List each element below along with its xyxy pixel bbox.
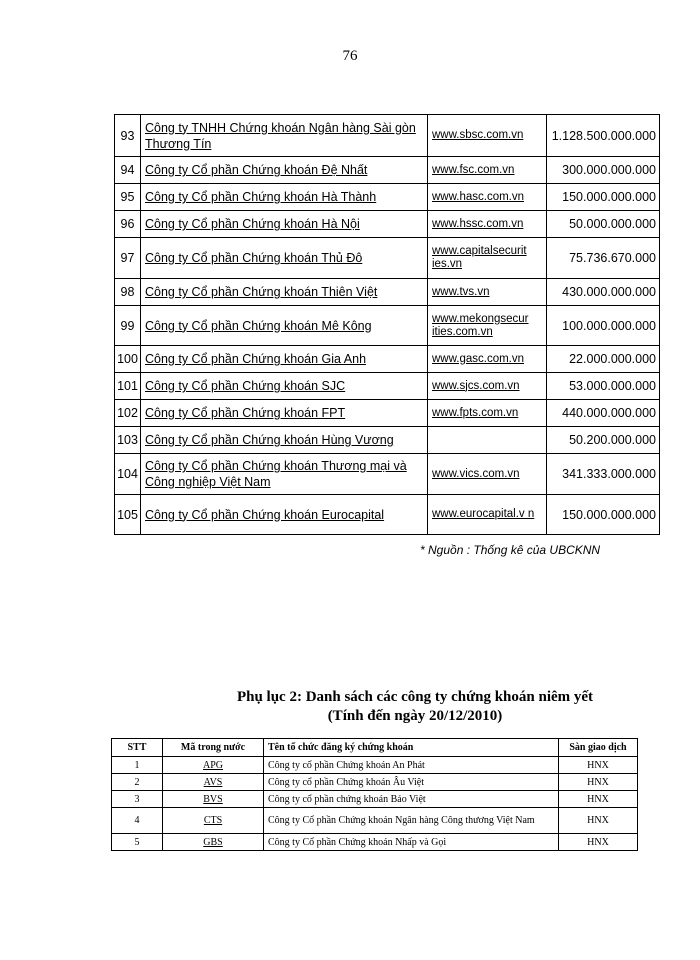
stock-code-link[interactable]: BVS	[203, 793, 223, 805]
company-name: Công ty Cổ phần Chứng khoán Ngân hàng Công thương Việt Nam	[264, 808, 559, 834]
charter-capital: 440.000.000.000	[547, 400, 660, 427]
company-name-link[interactable]: Công ty Cổ phần Chứng khoán Hà Nội	[145, 217, 360, 231]
table-row	[115, 427, 660, 454]
charter-capital: 22.000.000.000	[547, 346, 660, 373]
table-row	[112, 774, 638, 791]
charter-capital: 53.000.000.000	[547, 373, 660, 400]
listed-companies-table	[111, 738, 638, 851]
exchange: HNX	[559, 791, 638, 808]
row-number: 103	[115, 427, 141, 454]
exchange: HNX	[559, 834, 638, 851]
row-number: 104	[115, 454, 141, 495]
charter-capital: 50.000.000.000	[547, 211, 660, 238]
website-link[interactable]: www.capitalsecurit ies.vn	[432, 245, 527, 270]
row-number: 99	[115, 306, 141, 346]
charter-capital: 430.000.000.000	[547, 279, 660, 306]
row-number: 93	[115, 115, 141, 157]
company-name: Công ty cổ phần Chứng khoán Âu Việt	[264, 774, 559, 791]
company-name-link[interactable]: Công ty Cổ phần Chứng khoán Thương mại và Công nghiệp Việt Nam	[145, 459, 407, 489]
appendix-subtitle: (Tính đến ngày 20/12/2010)	[327, 708, 503, 724]
exchange: HNX	[559, 808, 638, 834]
table-row	[115, 454, 660, 495]
table-row	[115, 400, 660, 427]
page-number: 76	[342, 48, 358, 64]
company-name-link[interactable]: Công ty TNHH Chứng khoán Ngân hàng Sài gòn Thương Tín	[145, 120, 416, 151]
company-name-link[interactable]: Công ty Cổ phần Chứng khoán Hà Thành	[145, 190, 377, 204]
table-row	[115, 346, 660, 373]
charter-capital: 300.000.000.000	[547, 157, 660, 184]
row-number: 95	[115, 184, 141, 211]
stock-code-link[interactable]: CTS	[203, 815, 223, 826]
row-number: 105	[115, 495, 141, 535]
company-name-link[interactable]: Công ty Cổ phần Chứng khoán Thủ Đô	[145, 251, 363, 265]
row-number: 101	[115, 373, 141, 400]
table-row	[112, 757, 638, 774]
company-name-link[interactable]: Công ty Cổ phần Chứng khoán Mê Kông	[145, 318, 372, 333]
company-name: Công ty Cổ phần Chứng khoán Nhấp và Gọi	[264, 834, 559, 851]
row-number: 100	[115, 346, 141, 373]
row-number: 97	[115, 238, 141, 279]
row-number: 96	[115, 211, 141, 238]
row-number: 3	[112, 791, 163, 808]
row-number: 5	[112, 834, 163, 851]
row-number: 2	[112, 774, 163, 791]
website-link[interactable]: www.fpts.com.vn	[432, 406, 519, 419]
company-name: Công ty cổ phần chứng khoán Bảo Việt	[264, 791, 559, 808]
exchange: HNX	[559, 774, 638, 791]
company-name-link[interactable]: Công ty Cổ phần Chứng khoán FPT	[145, 406, 346, 420]
company-name: Công ty cổ phần Chứng khoán An Phát	[264, 757, 559, 774]
website-link[interactable]: www.hasc.com.vn	[432, 190, 525, 203]
column-header-name: Tên tổ chức đăng ký chứng khoán	[264, 739, 559, 757]
stock-code-link[interactable]: APG	[202, 759, 223, 771]
table-row	[115, 373, 660, 400]
website-link[interactable]: www.tvs.vn	[432, 285, 490, 298]
row-number: 98	[115, 279, 141, 306]
table-row	[115, 157, 660, 184]
website-link[interactable]: www.hssc.com.vn	[432, 217, 524, 230]
column-header-stt: STT	[112, 739, 163, 757]
table-row	[115, 115, 660, 157]
website-link[interactable]: www.sbsc.com.vn	[432, 129, 524, 141]
website-link[interactable]: www.mekongsecur ities.com.vn	[432, 312, 529, 338]
website-link[interactable]: www.gasc.com.vn	[432, 352, 525, 365]
company-name-link[interactable]: Công ty Cổ phần Chứng khoán Đệ Nhất	[145, 163, 368, 177]
website-link[interactable]: www.eurocapital.v n	[432, 508, 535, 520]
charter-capital: 341.333.000.000	[547, 454, 660, 495]
row-number: 4	[112, 808, 163, 834]
table-row	[115, 279, 660, 306]
table-row	[112, 791, 638, 808]
row-number: 1	[112, 757, 163, 774]
website-link[interactable]: www.sjcs.com.vn	[432, 379, 520, 392]
website-link[interactable]: www.vics.com.vn	[432, 467, 520, 480]
table-header-row	[112, 739, 638, 757]
company-name-link[interactable]: Công ty Cổ phần Chứng khoán Thiên Việt	[145, 285, 378, 299]
table-row	[112, 808, 638, 834]
company-name-link[interactable]: Công ty Cổ phần Chứng khoán SJC	[145, 379, 346, 393]
stock-code-link[interactable]: GBS	[203, 836, 223, 848]
company-name-link[interactable]: Công ty Cổ phần Chứng khoán Hùng Vương	[145, 433, 394, 447]
source-note: * Nguồn : Thống kê của UBCKNN	[420, 543, 601, 557]
company-name-link[interactable]: Công ty Cổ phần Chứng khoán Eurocapital	[145, 507, 385, 522]
charter-capital: 75.736.670.000	[547, 238, 660, 279]
table-row	[115, 211, 660, 238]
exchange: HNX	[559, 757, 638, 774]
charter-capital: 150.000.000.000	[547, 495, 660, 535]
company-name-link[interactable]: Công ty Cổ phần Chứng khoán Gia Anh	[145, 352, 367, 366]
appendix-title: Phụ lục 2: Danh sách các công ty chứng khoán niêm yết	[236, 689, 594, 705]
table-row	[115, 495, 660, 535]
charter-capital: 100.000.000.000	[547, 306, 660, 346]
table-row	[112, 834, 638, 851]
column-header-exchange: Sàn giao dịch	[559, 739, 638, 757]
securities-companies-table	[114, 114, 660, 535]
row-number: 102	[115, 400, 141, 427]
charter-capital: 150.000.000.000	[547, 184, 660, 211]
website-link[interactable]: www.fsc.com.vn	[432, 163, 515, 176]
column-header-code: Mã trong nước	[163, 739, 264, 757]
charter-capital: 50.200.000.000	[547, 427, 660, 454]
row-number: 94	[115, 157, 141, 184]
stock-code-link[interactable]: AVS	[203, 776, 223, 788]
charter-capital: 1.128.500.000.000	[547, 115, 660, 157]
table-row	[115, 306, 660, 346]
table-row	[115, 238, 660, 279]
appendix-heading	[0, 688, 700, 726]
table-row	[115, 184, 660, 211]
